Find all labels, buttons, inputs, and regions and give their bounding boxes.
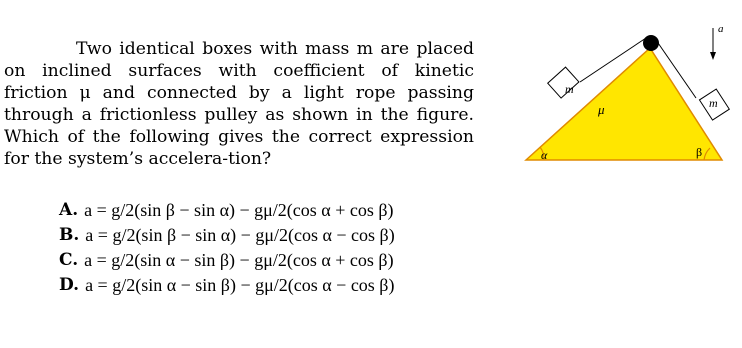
option-label: A. — [59, 200, 79, 220]
gravity-label: a⃗ — [718, 23, 733, 35]
incline-triangle — [526, 48, 722, 160]
option-formula: a = g/2(sin α − sin β) − gμ/2(cos α + cos β) — [84, 250, 394, 270]
option-b[interactable] — [59, 223, 395, 248]
answer-options — [59, 198, 395, 298]
box-left — [548, 67, 579, 98]
option-label: C. — [59, 250, 79, 270]
option-c[interactable] — [59, 248, 395, 273]
option-label: B. — [59, 225, 80, 245]
option-a[interactable] — [59, 198, 395, 223]
box-right-label: m — [709, 96, 718, 110]
question-paragraph: Two identical boxes with mass m are placed on inclined surfaces with coefficient of kinetic friction μ and connected by a light rope passing through a frictionless pulley as shown in the figure. Which of the following gives the correct expression for the system’s accelera-tion? — [4, 39, 474, 169]
gravity-arrowhead — [710, 52, 716, 60]
incline-figure — [518, 10, 740, 175]
option-label: D. — [59, 275, 80, 295]
friction-label: μ — [598, 102, 605, 117]
option-formula: a = g/2(sin β − sin α) − gμ/2(cos α − cos β) — [85, 225, 395, 245]
pulley — [643, 35, 659, 51]
box-left-label: m — [565, 82, 574, 96]
angle-left-label: α — [541, 148, 548, 162]
angle-right-label: β — [696, 145, 703, 159]
option-d[interactable] — [59, 273, 395, 298]
question-text — [4, 38, 474, 170]
option-formula: a = g/2(sin β − sin α) − gμ/2(cos α + cos β) — [84, 200, 394, 220]
option-formula: a = g/2(sin α − sin β) − gμ/2(cos α − cos β) — [85, 275, 395, 295]
